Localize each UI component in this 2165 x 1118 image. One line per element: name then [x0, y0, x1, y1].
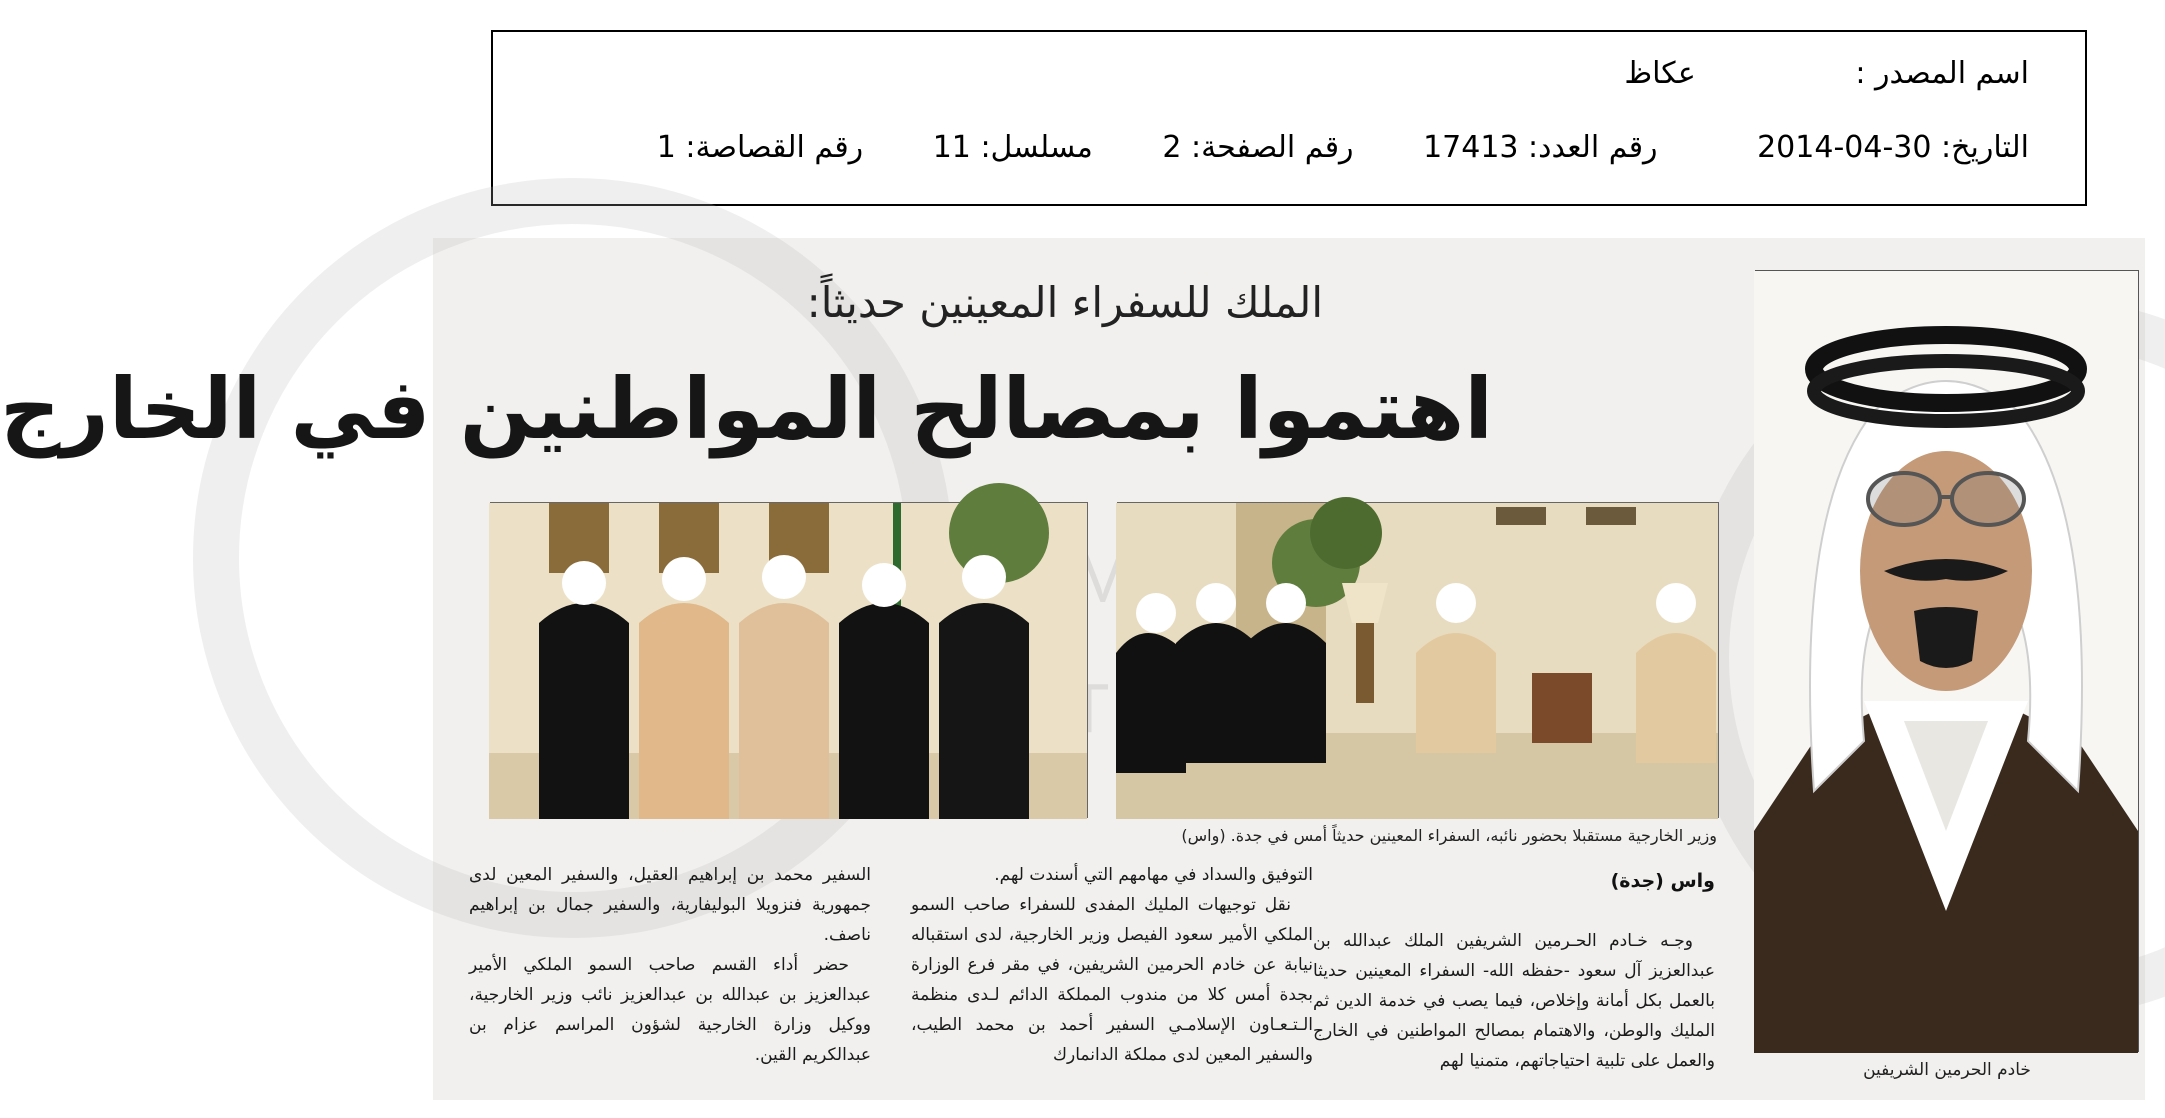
paragraph: التوفيق والسداد في مهامهم التي أسندت لهم. [994, 865, 1313, 885]
portrait-photo [1755, 270, 2139, 1052]
paragraph: وجـه خـادم الحـرمين الشريفين الملك عبدالله بن عبدالعزيز آل سعود -حفظه الله- السفراء المعينين حديثا بالعمل بكل أمانة وإخلاص، فيما يصب في خدمة الدين ثم المليك والوطن، والاهتمام بمصالح المواطنين في الخارج والعمل على تلبية احتياجاتهم، متمنيا لهم [1313, 931, 1715, 1071]
portrait-illustration [1754, 271, 2138, 1053]
newspaper-clipping [0, 238, 2145, 1100]
details-row [657, 130, 2029, 165]
source-row [1624, 56, 2029, 91]
article-column-2 [911, 860, 1313, 1070]
paragraph: حضر أداء القسم صاحب السمو الملكي الأمير عبدالعزيز بن عبدالله بن عبدالعزيز نائب وزير الخارجية، ووكيل وزارة الخارجية لشؤون المراسم عزام بن عبدالكريم القين. [469, 955, 871, 1065]
article-headline: اهتموا بمصالح المواطنين في الخارج [0, 360, 1493, 458]
source-value: عكاظ [1624, 56, 1696, 91]
article-dateline: واس (جدة) [1610, 870, 1715, 892]
paragraph: السفير محمد بن إبراهيم العقيل، والسفير المعين لدى جمهورية فنزويلا البوليفارية، والسفير جمال بن إبراهيم ناصف. [469, 865, 871, 945]
article-column-3 [469, 860, 871, 1070]
portrait-caption: خادم الحرمين الشريفين [1863, 1060, 2031, 1080]
article-kicker: الملك للسفراء المعينين حديثاً: [806, 278, 1323, 327]
group-illustration [489, 503, 1087, 819]
issue-number: رقم العدد: 17413 [1423, 130, 1658, 165]
serial-number: مسلسل: 11 [932, 130, 1093, 165]
page-number: رقم الصفحة: 2 [1162, 130, 1354, 165]
clip-number: رقم القصاصة: 1 [656, 130, 864, 165]
event-photo-meeting [1117, 502, 1719, 818]
event-photo-group [490, 502, 1088, 818]
source-info-box [491, 30, 2087, 206]
photo-caption: وزير الخارجية مستقبلا بحضور نائبه، السفراء المعينين حديثاً أمس في جدة. (واس) [1181, 826, 1717, 845]
source-label: اسم المصدر : [1855, 56, 2029, 91]
date-field: التاريخ: 30-04-2014 [1757, 130, 2029, 165]
meeting-illustration [1116, 503, 1718, 819]
article-column-1 [1313, 926, 1715, 1076]
paragraph: نقل توجيهات المليك المفدى للسفراء صاحب السمو الملكي الأمير سعود الفيصل وزير الخارجية، لدى استقباله نيابة عن خادم الحرمين الشريفين، في مقر فرع الوزارة بجدة أمس كلا من مندوب المملكة الدائم لـدى منظمة الـتـعـاون الإسلامـي السفير أحمد بن محمد الطيب، والسفير المعين لدى مملكة الدانمارك [911, 895, 1313, 1065]
